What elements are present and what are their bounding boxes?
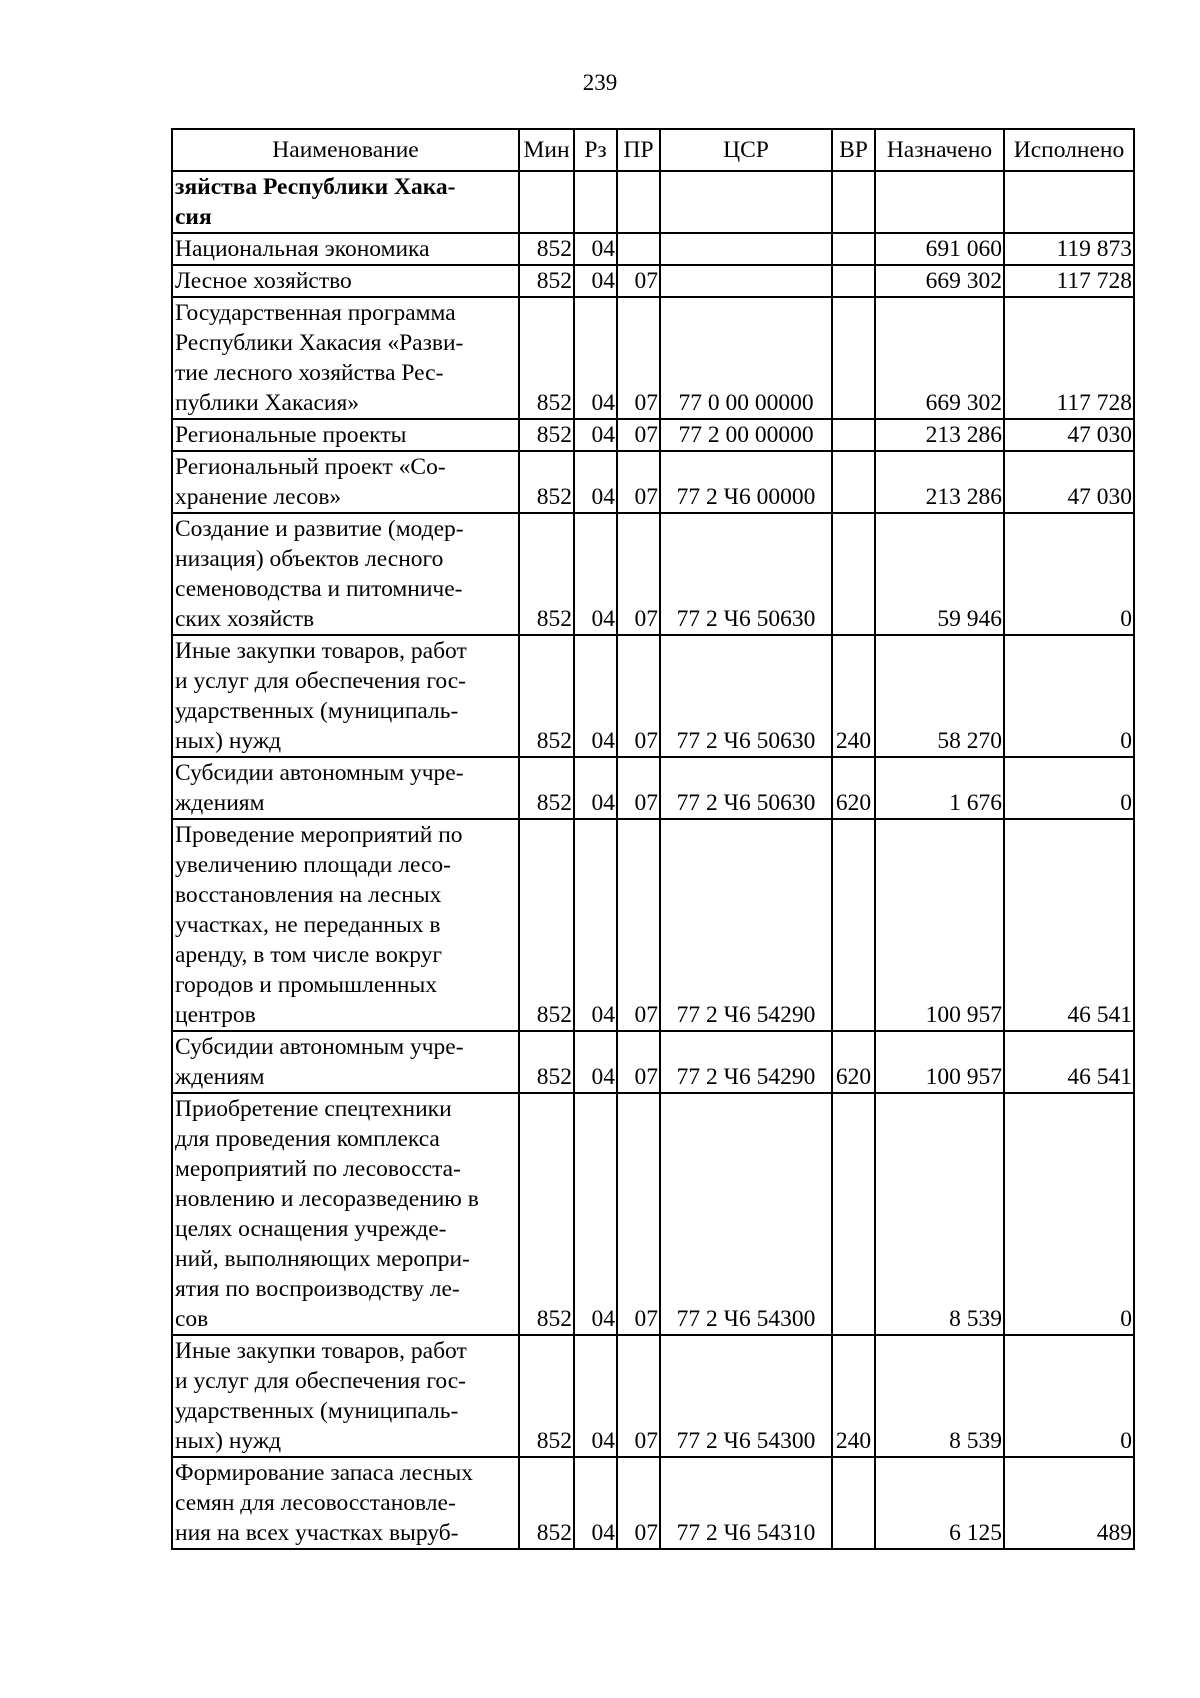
cell-rz: 04 <box>574 451 617 513</box>
cell-name <box>172 757 519 819</box>
cell-executed: 0 <box>1004 757 1134 819</box>
cell-pr: 07 <box>617 1457 660 1549</box>
cell-executed: 47 030 <box>1004 419 1134 451</box>
cell-assigned: 59 946 <box>875 513 1004 635</box>
cell-min: 852 <box>519 513 574 635</box>
cell-name <box>172 819 519 1031</box>
cell-min <box>519 171 574 233</box>
cell-name-line: Региональные проекты <box>175 422 407 448</box>
page-number: 239 <box>582 70 618 95</box>
cell-pr: 07 <box>617 451 660 513</box>
cell-name-line: зяйства Республики Хака- <box>175 174 456 200</box>
cell-min: 852 <box>519 419 574 451</box>
cell-name-line: целях оснащения учрежде- <box>175 1216 447 1242</box>
cell-name-line: Субсидии автономным учре- <box>175 760 464 786</box>
cell-executed: 117 728 <box>1004 297 1134 419</box>
cell-vr: 620 <box>832 757 875 819</box>
table-row <box>172 419 1134 451</box>
cell-name-line: Иные закупки товаров, работ <box>175 1338 467 1364</box>
cell-executed: 489 <box>1004 1457 1134 1549</box>
cell-assigned: 1 676 <box>875 757 1004 819</box>
cell-name-line: Проведение мероприятий по <box>175 822 463 848</box>
cell-rz: 04 <box>574 419 617 451</box>
cell-name <box>172 513 519 635</box>
cell-assigned: 6 125 <box>875 1457 1004 1549</box>
cell-assigned: 100 957 <box>875 1031 1004 1093</box>
cell-name-line: ния на всех участках выруб- <box>175 1520 459 1546</box>
cell-name-line: Формирование запаса лесных <box>175 1460 474 1486</box>
cell-name-line: ждениям <box>175 790 265 816</box>
cell-name-line: тие лесного хозяйства Рес- <box>175 360 444 386</box>
cell-assigned: 213 286 <box>875 451 1004 513</box>
cell-name-line: ний, выполняющих меропри- <box>175 1246 470 1272</box>
cell-rz: 04 <box>574 1335 617 1457</box>
cell-name <box>172 419 519 451</box>
cell-assigned: 58 270 <box>875 635 1004 757</box>
cell-rz <box>574 171 617 233</box>
cell-vr <box>832 451 875 513</box>
cell-name <box>172 233 519 265</box>
cell-name-line: Субсидии автономным учре- <box>175 1034 464 1060</box>
cell-min: 852 <box>519 819 574 1031</box>
cell-pr: 07 <box>617 297 660 419</box>
cell-name-line: и услуг для обеспечения гос- <box>175 668 466 694</box>
cell-vr <box>832 419 875 451</box>
cell-pr: 07 <box>617 513 660 635</box>
cell-name <box>172 265 519 297</box>
cell-vr <box>832 233 875 265</box>
cell-rz: 04 <box>574 1031 617 1093</box>
table-row <box>172 757 1134 819</box>
cell-vr <box>832 513 875 635</box>
cell-name-line: аренду, в том числе вокруг <box>175 942 443 968</box>
cell-pr: 07 <box>617 1093 660 1335</box>
cell-vr <box>832 265 875 297</box>
cell-executed: 119 873 <box>1004 233 1134 265</box>
cell-assigned: 669 302 <box>875 265 1004 297</box>
cell-name-line: центров <box>175 1002 256 1028</box>
cell-vr <box>832 297 875 419</box>
cell-vr: 620 <box>832 1031 875 1093</box>
cell-name-line: участках, не переданных в <box>175 912 441 938</box>
cell-rz: 04 <box>574 819 617 1031</box>
cell-name-line: публики Хакасия» <box>175 390 360 416</box>
cell-rz: 04 <box>574 513 617 635</box>
cell-executed: 47 030 <box>1004 451 1134 513</box>
cell-pr: 07 <box>617 1335 660 1457</box>
cell-executed: 46 541 <box>1004 1031 1134 1093</box>
cell-min: 852 <box>519 451 574 513</box>
cell-name <box>172 1335 519 1457</box>
cell-rz: 04 <box>574 757 617 819</box>
cell-csr: 77 2 Ч6 54290 <box>660 819 832 1031</box>
cell-name-line: семеноводства и питомниче- <box>175 576 463 602</box>
cell-name-line: ских хозяйств <box>175 606 315 632</box>
cell-executed: 0 <box>1004 635 1134 757</box>
cell-csr: 77 2 Ч6 50630 <box>660 513 832 635</box>
cell-assigned: 8 539 <box>875 1093 1004 1335</box>
cell-name-line: ударственных (муниципаль- <box>175 698 459 724</box>
cell-name-line: и услуг для обеспечения гос- <box>175 1368 466 1394</box>
table-row <box>172 451 1134 513</box>
cell-name-line: сов <box>175 1306 209 1332</box>
cell-csr <box>660 265 832 297</box>
cell-min: 852 <box>519 265 574 297</box>
cell-csr: 77 2 Ч6 54300 <box>660 1093 832 1335</box>
cell-csr: 77 0 00 00000 <box>660 297 832 419</box>
cell-min: 852 <box>519 757 574 819</box>
cell-name <box>172 1093 519 1335</box>
cell-name-line: увеличению площади лесо- <box>175 852 452 878</box>
cell-rz: 04 <box>574 233 617 265</box>
header-rz: Рз <box>574 129 617 171</box>
header-csr: ЦСР <box>660 129 832 171</box>
cell-name-line: сия <box>175 204 212 230</box>
cell-pr <box>617 233 660 265</box>
cell-executed: 0 <box>1004 513 1134 635</box>
table-row <box>172 513 1134 635</box>
cell-name-line: Иные закупки товаров, работ <box>175 638 467 664</box>
cell-name-line: Национальная экономика <box>175 236 430 262</box>
cell-executed: 0 <box>1004 1335 1134 1457</box>
cell-name-line: семян для лесовосстановле- <box>175 1490 456 1516</box>
cell-name-line: Республики Хакасия «Разви- <box>175 330 464 356</box>
cell-min: 852 <box>519 1031 574 1093</box>
cell-rz: 04 <box>574 265 617 297</box>
cell-vr: 240 <box>832 1335 875 1457</box>
cell-pr: 07 <box>617 819 660 1031</box>
cell-min: 852 <box>519 233 574 265</box>
cell-rz: 04 <box>574 297 617 419</box>
cell-csr: 77 2 Ч6 50630 <box>660 635 832 757</box>
cell-csr: 77 2 00 00000 <box>660 419 832 451</box>
cell-pr: 07 <box>617 757 660 819</box>
cell-pr: 07 <box>617 265 660 297</box>
cell-name-line: ятия по воспроизводству ле- <box>175 1276 460 1302</box>
cell-vr: 240 <box>832 635 875 757</box>
cell-vr <box>832 819 875 1031</box>
cell-name-line: ных) нужд <box>175 728 282 754</box>
table-body <box>172 171 1134 1549</box>
cell-rz: 04 <box>574 1093 617 1335</box>
cell-rz: 04 <box>574 1457 617 1549</box>
cell-name-line: Государственная программа <box>175 300 456 326</box>
cell-min: 852 <box>519 1335 574 1457</box>
cell-name <box>172 297 519 419</box>
cell-csr <box>660 171 832 233</box>
cell-executed: 0 <box>1004 1093 1134 1335</box>
table-row <box>172 1457 1134 1549</box>
cell-assigned: 213 286 <box>875 419 1004 451</box>
cell-csr: 77 2 Ч6 54290 <box>660 1031 832 1093</box>
cell-assigned <box>875 171 1004 233</box>
cell-pr: 07 <box>617 1031 660 1093</box>
table-row <box>172 297 1134 419</box>
cell-assigned: 691 060 <box>875 233 1004 265</box>
cell-rz: 04 <box>574 635 617 757</box>
cell-csr: 77 2 Ч6 00000 <box>660 451 832 513</box>
cell-vr <box>832 1093 875 1335</box>
cell-name <box>172 635 519 757</box>
cell-name-line: Лесное хозяйство <box>175 268 352 294</box>
header-executed: Исполнено <box>1004 129 1134 171</box>
cell-name <box>172 451 519 513</box>
table-row <box>172 1335 1134 1457</box>
cell-executed: 117 728 <box>1004 265 1134 297</box>
table-row <box>172 265 1134 297</box>
table-row <box>172 233 1134 265</box>
cell-assigned: 8 539 <box>875 1335 1004 1457</box>
table-row <box>172 635 1134 757</box>
cell-name-line: ударственных (муниципаль- <box>175 1398 459 1424</box>
cell-name-line: Приобретение спецтехники <box>175 1096 452 1122</box>
header-vr: ВР <box>832 129 875 171</box>
cell-pr <box>617 171 660 233</box>
cell-name-line: для проведения комплекса <box>175 1126 440 1152</box>
cell-name <box>172 1457 519 1549</box>
cell-name <box>172 171 519 233</box>
cell-pr: 07 <box>617 419 660 451</box>
cell-min: 852 <box>519 635 574 757</box>
table-row <box>172 1093 1134 1335</box>
header-min: Мин <box>519 129 574 171</box>
cell-assigned: 669 302 <box>875 297 1004 419</box>
table-header-row <box>172 129 1134 171</box>
cell-name-line: городов и промышленных <box>175 972 437 998</box>
cell-name-line: низация) объектов лесного <box>175 546 444 572</box>
budget-table <box>171 128 1135 1550</box>
cell-csr <box>660 233 832 265</box>
cell-vr <box>832 171 875 233</box>
cell-min: 852 <box>519 297 574 419</box>
cell-csr: 77 2 Ч6 50630 <box>660 757 832 819</box>
cell-assigned: 100 957 <box>875 819 1004 1031</box>
cell-name <box>172 1031 519 1093</box>
cell-name-line: хранение лесов» <box>175 484 342 510</box>
table-row <box>172 171 1134 233</box>
cell-pr: 07 <box>617 635 660 757</box>
cell-csr: 77 2 Ч6 54300 <box>660 1335 832 1457</box>
cell-name-line: новлению и лесоразведению в <box>175 1186 479 1212</box>
cell-min: 852 <box>519 1093 574 1335</box>
header-pr: ПР <box>617 129 660 171</box>
cell-name-line: восстановления на лесных <box>175 882 442 908</box>
cell-name-line: Создание и развитие (модер- <box>175 516 464 542</box>
cell-min: 852 <box>519 1457 574 1549</box>
cell-executed: 46 541 <box>1004 819 1134 1031</box>
cell-name-line: ных) нужд <box>175 1428 282 1454</box>
cell-csr: 77 2 Ч6 54310 <box>660 1457 832 1549</box>
cell-vr <box>832 1457 875 1549</box>
header-assigned: Назначено <box>875 129 1004 171</box>
cell-name-line: мероприятий по лесовосста- <box>175 1156 461 1182</box>
table-row <box>172 819 1134 1031</box>
header-name: Наименование <box>172 129 519 171</box>
cell-name-line: ждениям <box>175 1064 265 1090</box>
cell-name-line: Региональный проект «Со- <box>175 454 446 480</box>
table-row <box>172 1031 1134 1093</box>
cell-executed <box>1004 171 1134 233</box>
